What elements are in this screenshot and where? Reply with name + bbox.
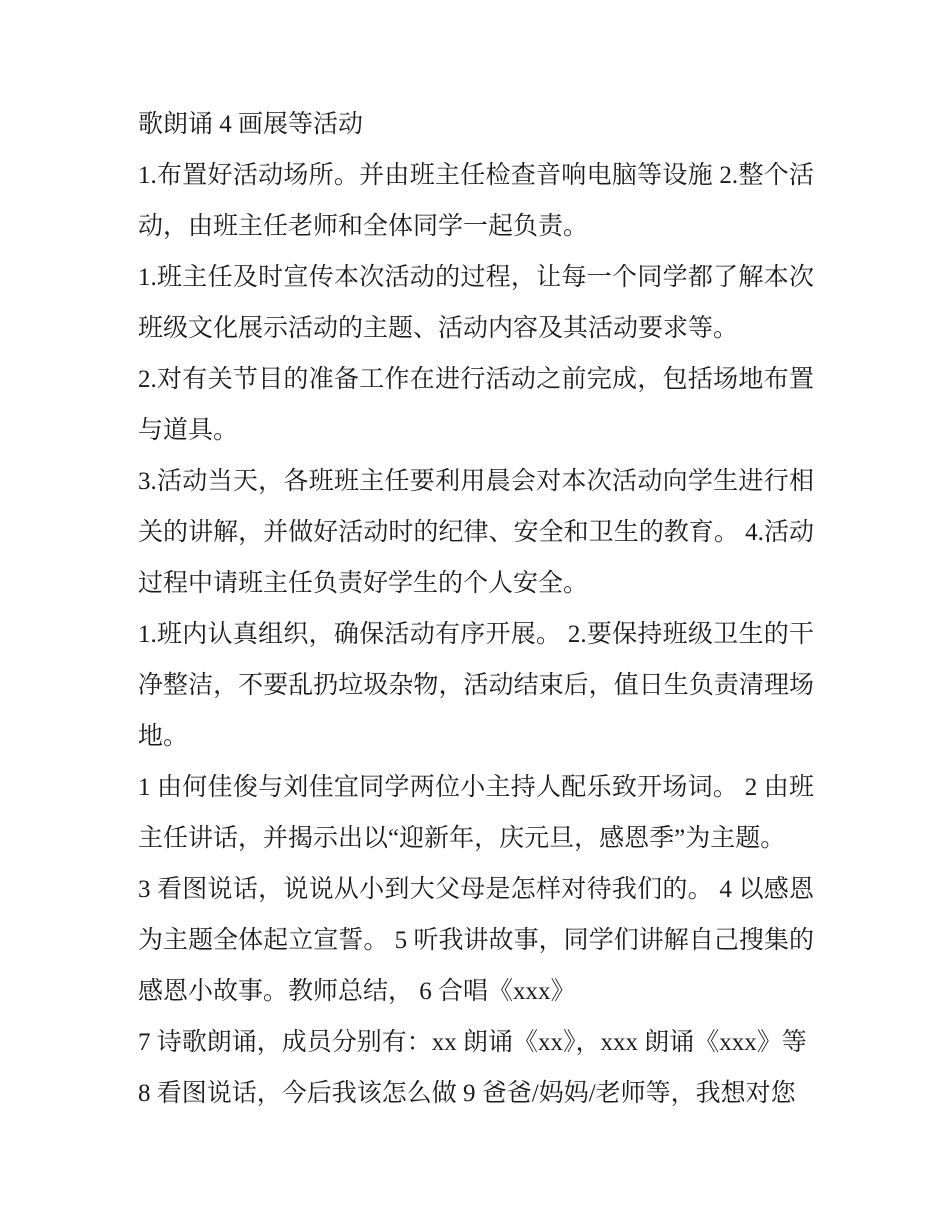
text-line: 3 看图说话，说说从小到大父母是怎样对待我们的。 4 以感恩 xyxy=(138,876,814,903)
text-line: 关的讲解，并做好活动时的纪律、安全和卫生的教育。 4.活动 xyxy=(138,519,814,546)
paragraph-picture-talk xyxy=(138,1068,814,1119)
text-line: 7 诗歌朗诵，成员分别有：xx 朗诵《xx》，xxx 朗诵《xxx》等 xyxy=(138,1029,807,1056)
text-line: 过程中请班主任负责好学生的个人安全。 xyxy=(138,570,589,597)
paragraph-program-items xyxy=(138,864,814,1017)
text-line: 8 看图说话，今后我该怎么做 9 爸爸/妈妈/老师等，我想对您 xyxy=(138,1080,796,1107)
paragraph-activity-day xyxy=(138,456,814,609)
text-line: 动，由班主任老师和全体同学一起负责。 xyxy=(138,213,589,240)
text-line: 主任讲话，并揭示出以“迎新年，庆元旦，感恩季”为主题。 xyxy=(138,825,786,852)
paragraph-setup xyxy=(138,150,814,252)
document-text-block xyxy=(138,99,814,1119)
text-line: 1 由何佳俊与刘佳宜同学两位小主持人配乐致开场词。 2 由班 xyxy=(138,774,814,801)
text-line: 3.活动当天，各班班主任要利用晨会对本次活动向学生进行相 xyxy=(138,468,814,495)
paragraph-class-rules xyxy=(138,609,814,762)
text-line: 班级文化展示活动的主题、活动内容及其活动要求等。 xyxy=(138,315,739,342)
paragraph-poem-recital xyxy=(138,1017,814,1068)
text-line: 1.布置好活动场所。并由班主任检查音响电脑等设施 2.整个活 xyxy=(138,162,814,189)
text-line: 感恩小故事。教师总结， 6 合唱《xxx》 xyxy=(138,978,576,1005)
text-line: 为主题全体起立宣誓。 5 听我讲故事，同学们讲解自己搜集的 xyxy=(138,927,814,954)
paragraph-publicity xyxy=(138,252,814,354)
text-line: 1.班主任及时宣传本次活动的过程，让每一个同学都了解本次 xyxy=(138,264,814,291)
text-line: 歌朗诵 4 画展等活动 xyxy=(138,111,364,138)
paragraph-title-fragment xyxy=(138,99,814,150)
paragraph-preparation xyxy=(138,354,814,456)
paragraph-opening xyxy=(138,762,814,864)
text-line: 净整洁，不要乱扔垃圾杂物，活动结束后，值日生负责清理场 xyxy=(138,672,814,699)
text-line: 2.对有关节目的准备工作在进行活动之前完成，包括场地布置 xyxy=(138,366,814,393)
text-line: 与道具。 xyxy=(138,417,239,444)
text-line: 地。 xyxy=(138,723,189,750)
text-line: 1.班内认真组织，确保活动有序开展。 2.要保持班级卫生的干 xyxy=(138,621,814,648)
